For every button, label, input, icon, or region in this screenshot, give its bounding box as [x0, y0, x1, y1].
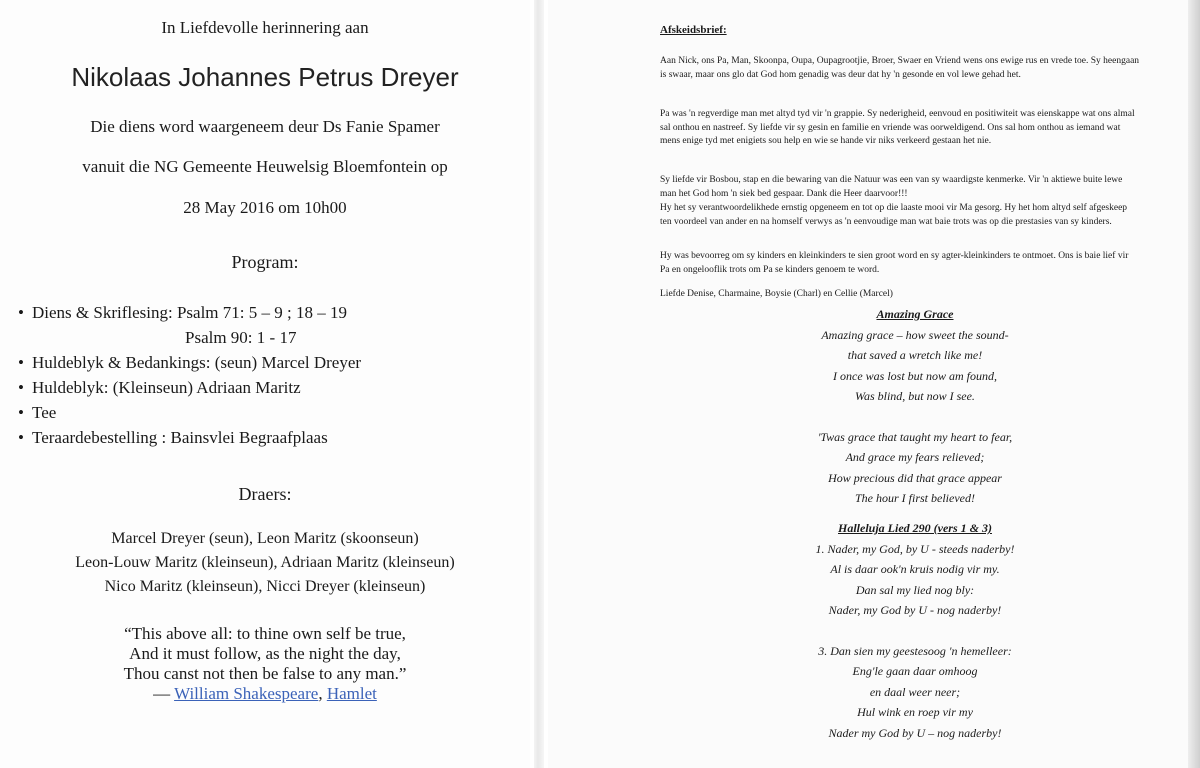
hymn-title: Halleluja Lied 290 (vers 1 & 3) [838, 521, 992, 535]
program-item-text: Diens & Skriflesing: Psalm 71: 5 – 9 ; 18 – 19 [32, 303, 347, 322]
hymn-line: 'Twas grace that taught my heart to fear, [817, 429, 1013, 444]
attribution-dash: — [153, 684, 175, 703]
program-item [18, 300, 518, 325]
hymn-amazing-grace [680, 304, 1150, 509]
pallbearer-line: Marcel Dreyer (seun), Leon Maritz (skoonseun) [111, 530, 419, 547]
hymn-line: 3. Dan sien my geestesoog 'n hemelleer: [818, 643, 1012, 658]
letter-paragraph: Sy liefde vir Bosbou, stap en die bewaring van die Natuur was een van sy waardigste kenmerke. Vir 'n aktiewe buite lewe man het God hom 'n siek bed gespaar. Dank die Heer daarvoor!!! [660, 175, 1123, 199]
service-date: 28 May 2016 om 10h00 [183, 198, 347, 217]
farewell-letter-heading: Afskeidsbrief: [660, 24, 727, 36]
hymn-line: Al is daar ook'n kruis nodig vir my. [830, 562, 1000, 576]
draers-heading: Draers: [238, 484, 292, 504]
program-item-continuation: Psalm 90: 1 - 17 [185, 328, 297, 347]
hymn-line: Was blind, but now I see. [855, 389, 975, 403]
hymn-title: Amazing Grace [876, 307, 954, 321]
shakespeare-quote [60, 624, 470, 704]
hymn-line: How precious did that grace appear [828, 470, 1002, 485]
hymn-line: I once was lost but now am found, [833, 368, 997, 383]
quote-line: “This above all: to thine own self be true, [124, 624, 406, 643]
hymn-line: The hour I first believed! [855, 491, 975, 505]
hymn-line: Amazing grace – how sweet the sound- [821, 327, 1009, 342]
hymn-line: en daal weer neer; [869, 684, 961, 699]
service-line: Die diens word waargeneem deur Ds Fanie Spamer [90, 117, 440, 136]
program-item-text: Huldeblyk: (Kleinseun) Adriaan Maritz [32, 378, 301, 397]
pallbearer-line: Nico Maritz (kleinseun), Nicci Dreyer (kleinseun) [104, 578, 426, 595]
letter-signature: Liefde Denise, Charmaine, Boysie (Charl) en Cellie (Marcel) [660, 289, 893, 299]
program-item [18, 375, 518, 400]
page-fold [534, 0, 544, 768]
bullet-icon: • [18, 303, 24, 322]
program-item-text: Huldeblyk & Bedankings: (seun) Marcel Dreyer [32, 353, 362, 372]
hymn-halleluja-290 [680, 518, 1150, 743]
author-link[interactable]: William Shakespeare [174, 684, 319, 703]
scan-edge [1188, 0, 1200, 768]
program-list [18, 300, 518, 450]
left-page [0, 0, 530, 768]
bullet-icon: • [18, 403, 24, 422]
bullet-icon: • [18, 353, 24, 372]
letter-paragraph: Aan Nick, ons Pa, Man, Skoonpa, Oupa, Oupagrootjie, Broer, Swaer en Vriend wens ons ewige rus en vrede toe. Sy heengaan is swaar, maar ons glo dat God hom genadig was deur dat hy 'n gesonde en vol lewe gehad het. [660, 56, 1140, 80]
service-line: vanuit die NG Gemeente Heuwelsig Bloemfontein op [82, 157, 448, 176]
work-link[interactable]: Hamlet [326, 684, 377, 703]
hymn-line: And grace my fears relieved; [845, 450, 985, 464]
quote-attribution [60, 684, 470, 704]
bullet-icon: • [18, 428, 24, 447]
hymn-line: Nader my God by U – nog naderby! [828, 725, 1002, 740]
memorial-header: In Liefdevolle herinnering aan [161, 18, 369, 37]
hymn-line: 1. Nader, my God, by U - steeds naderby! [815, 541, 1015, 556]
quote-line: And it must follow, as the night the day, [129, 644, 401, 663]
hymn-line: Nader, my God by U - nog naderby! [828, 603, 1002, 617]
hymn-line: Dan sal my lied nog bly: [855, 582, 975, 597]
program-item-text: Tee [32, 403, 57, 422]
attribution-separator: , [318, 684, 327, 703]
letter-paragraph: Hy was bevoorreg om sy kinders en kleinkinders te sien groot word en sy agter-kleinkinders te ontmoet. Ons is baie lief vir Pa en ongelooflik trots om Pa se kinders genoem te word. [660, 251, 1129, 275]
quote-line: Thou canst not then be false to any man.” [123, 664, 407, 683]
program-item [18, 400, 518, 425]
program-item-text: Teraardebestelling : Bainsvlei Begraafplaas [32, 428, 328, 447]
letter-paragraph: Pa was 'n regverdige man met altyd tyd vir 'n grappie. Sy nederigheid, eenvoud en positiwiteit was eienskappe wat ons almal sal onthou en nastreef. Sy liefde vir sy gesin en familie en vriende was oorweldigend. Ons sal hom onthou as iemand wat mens enige tyd met enigiets sou help en wie se hande vir niks verkeerd gestaan het nie. [660, 109, 1135, 146]
program-heading: Program: [231, 252, 299, 272]
pallbearer-line: Leon-Louw Maritz (kleinseun), Adriaan Maritz (kleinseun) [75, 554, 455, 571]
program-item [18, 425, 518, 450]
hymn-line: that saved a wretch like me! [847, 348, 983, 362]
hymn-line: Eng'le gaan daar omhoog [852, 664, 978, 678]
deceased-name: Nikolaas Johannes Petrus Dreyer [71, 62, 459, 92]
program-item [18, 350, 518, 375]
letter-paragraph: Hy het sy verantwoordelikhede ernstig opgeneem en tot op die laaste mooi vir Ma gesorg. Hy het hom altyd self afgeskeep ten voordeel van ander en na homself verwys as 'n eenvoudige man wat baie trots was op die prestasies van sy kinders. [660, 203, 1128, 227]
bullet-icon: • [18, 378, 24, 397]
hymn-line: Hul wink en roep vir my [857, 705, 973, 719]
